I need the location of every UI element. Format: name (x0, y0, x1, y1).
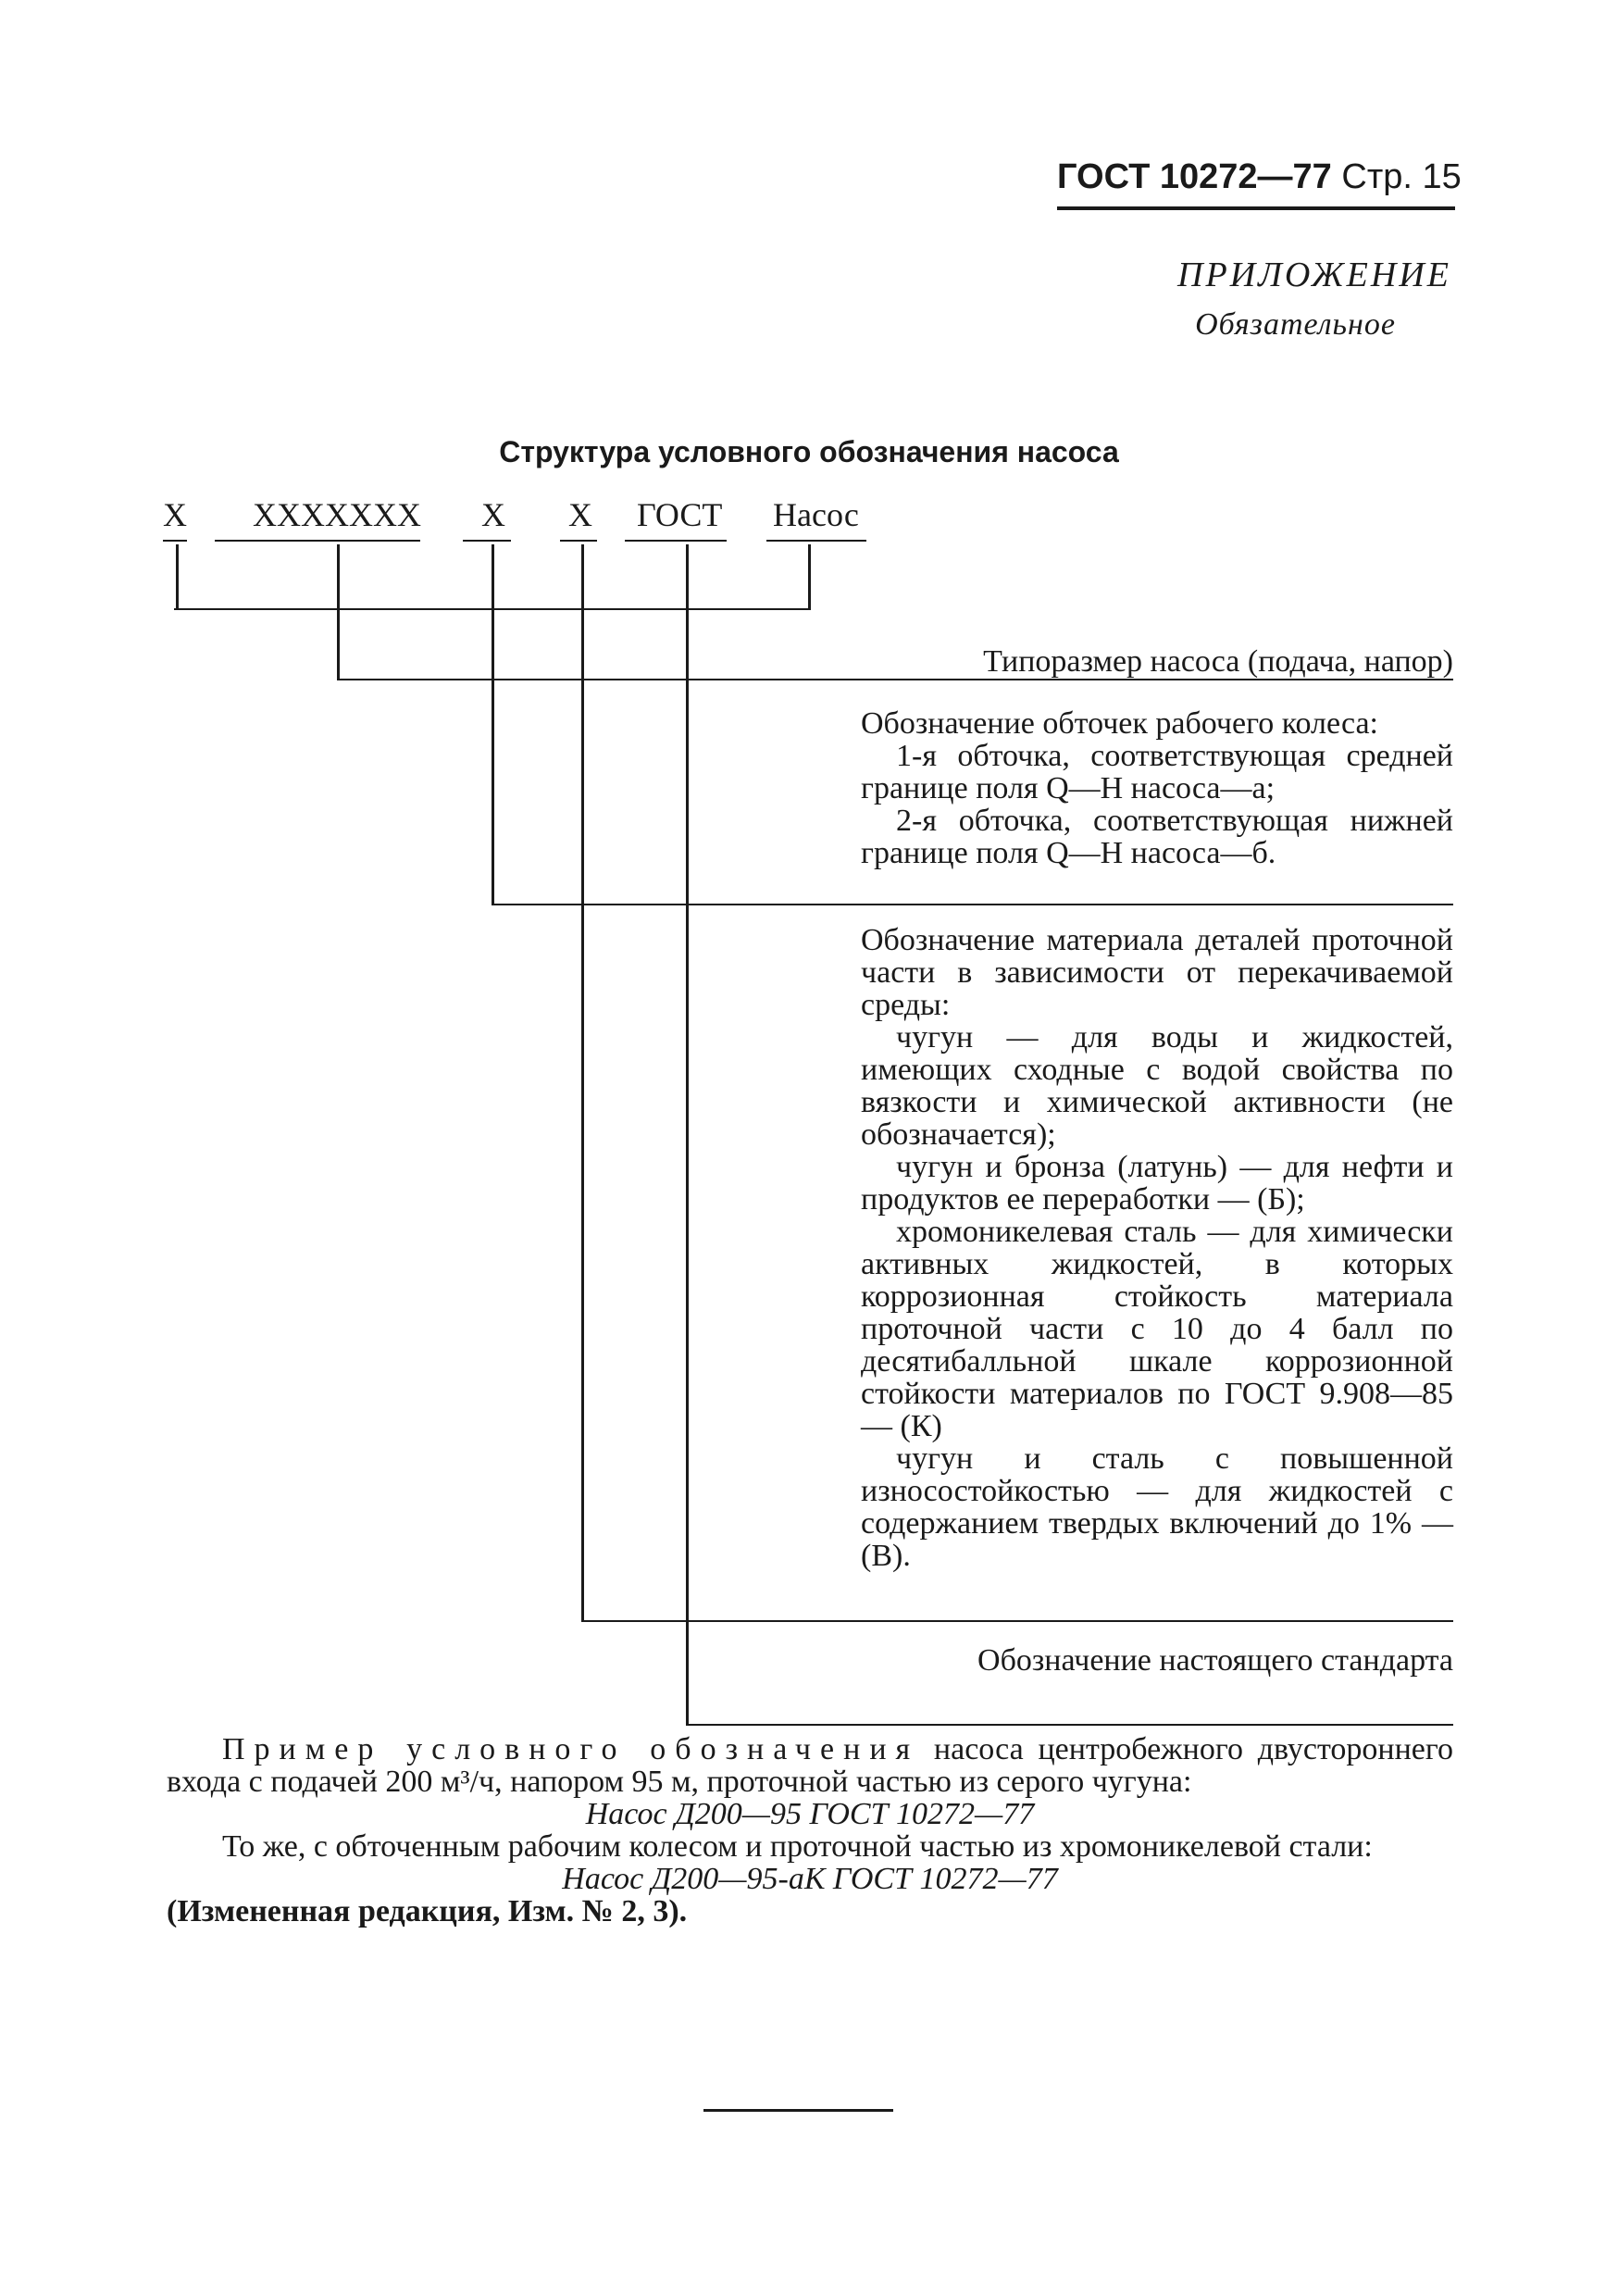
desc-material-p2: чугун — для воды и жидкостей, имеющих сходные с водой свойства по вязкости и химической активности (не обозначается); (861, 1020, 1453, 1152)
amendment-note: (Измененная редакция, Изм. № 2, 3). (167, 1894, 688, 1928)
header-rule (1057, 206, 1455, 210)
example-p1-text: насоса центробежного двустороннего входа с подачей 200 м³/ч, напором 95 м, проточной частью из серого чугуна: (167, 1732, 1453, 1799)
underline-type (163, 540, 187, 542)
rule-standard (686, 1724, 1453, 1726)
leader-standard (686, 544, 689, 1726)
example-section (167, 1733, 1453, 1928)
desc-size: Типоразмер насоса (подача, напор) (983, 644, 1453, 679)
code-standard: ГОСТ (637, 496, 723, 533)
leader-trim (492, 544, 494, 904)
desc-standard: Обозначение настоящего стандарта (977, 1643, 1453, 1678)
underline-material (560, 540, 597, 542)
underline-product (766, 540, 866, 542)
gost-header (1057, 157, 1462, 197)
code-material: Х (568, 496, 592, 533)
code-type: Х (163, 496, 187, 533)
code-trim: Х (481, 496, 505, 533)
underline-size (215, 540, 420, 542)
underline-trim (463, 540, 511, 542)
code-product: Насос (773, 496, 859, 533)
desc-trim-p1: Обозначение обточек рабочего колеса: (861, 706, 1379, 741)
footer-rule (703, 2109, 893, 2112)
leader-material (581, 544, 584, 1620)
desc-material-p3: чугун и бронза (латунь) — для нефти и продуктов ее переработки — (Б); (861, 1150, 1453, 1217)
example-paragraph-1 (167, 1733, 1453, 1798)
example-lead: Пример условного обозначения (222, 1732, 920, 1766)
example-paragraph-2: То же, с обточенным рабочим колесом и проточной частью из хромоникелевой стали: (222, 1829, 1373, 1864)
leader-type (176, 544, 179, 609)
structure-title: Структура условного обозначения насоса (499, 435, 1119, 468)
desc-trim-p3: 2-я обточка, соответствующая нижней границе поля Q—H насоса—б. (861, 804, 1453, 870)
desc-material-p1: Обозначение материала деталей проточной части в зависимости от перекачиваемой среды: (861, 923, 1453, 1022)
gost-code: ГОСТ 10272—77 (1057, 157, 1332, 196)
code-size: ХХХХХХХ (253, 496, 421, 533)
page-number: Стр. 15 (1341, 157, 1462, 196)
example-formula-1: Насос Д200—95 ГОСТ 10272—77 (585, 1797, 1035, 1831)
desc-material (861, 924, 1453, 1572)
rule-size (337, 679, 1453, 680)
rule-material (581, 1620, 1453, 1622)
appendix-title: ПРИЛОЖЕНИЕ (1177, 256, 1451, 294)
appendix-subtitle: Обязательное (1195, 307, 1396, 342)
leader-size (337, 544, 340, 679)
underline-standard (625, 540, 727, 542)
desc-trim-p2: 1-я обточка, соответствующая средней границе поля Q—H насоса—а; (861, 739, 1453, 805)
leader-product (808, 544, 811, 609)
rule-trim (492, 904, 1453, 905)
desc-trim (861, 707, 1453, 869)
desc-material-p4: хромоникелевая сталь — для химически активных жидкостей, в которых коррозионная стойкость материала проточной части с 10 до 4 балл по десятибалльной шкале коррозионной стойкости материалов по ГОСТ 9.908—85 — (К) (861, 1215, 1453, 1443)
example-formula-2: Насос Д200—95-аК ГОСТ 10272—77 (562, 1862, 1058, 1896)
desc-material-p5: чугун и сталь с повышенной износостойкостью — для жидкостей с содержанием твердых включений до 1% — (В). (861, 1441, 1453, 1573)
